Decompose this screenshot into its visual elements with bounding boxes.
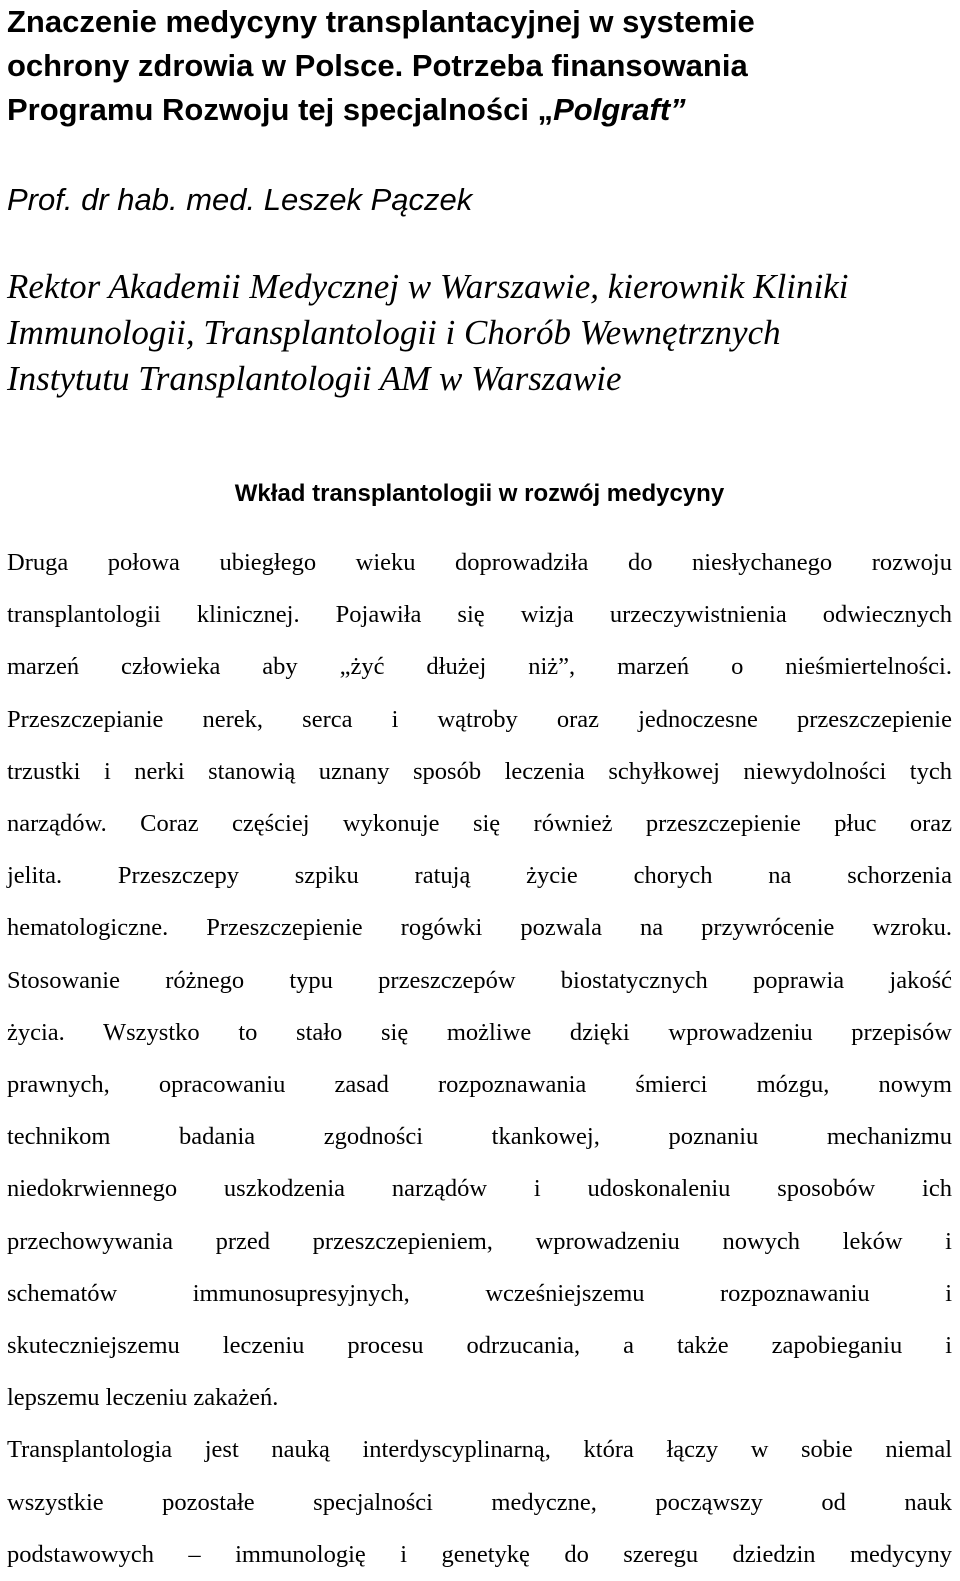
paragraph-line: Transplantologia jest nauką interdyscyplinarną, która łączy w sobie niemal [7,1436,952,1464]
paragraph-line: jelita. Przeszczepy szpiku ratują życie chorych na schorzenia [7,862,952,890]
paragraph-line: schematów immunosupresyjnych, wcześniejszemu rozpoznawaniu i [7,1279,952,1307]
paragraph-line: Stosowanie różnego typu przeszczepów biostatycznych poprawia jakość [7,966,952,994]
document-title [7,0,952,132]
paragraph-line: transplantologii klinicznej. Pojawiła się wizja urzeczywistnienia odwiecznych [7,601,952,629]
paragraph-line: życia. Wszystko to stało się możliwe dzięki wprowadzeniu przepisów [7,1018,952,1046]
title-line-3-prefix: Programu Rozwoju tej specjalności „ [7,92,554,127]
paragraph-line: technikom badania zgodności tkankowej, poznaniu mechanizmu [7,1123,952,1151]
title-line-3-program-name: Polgraft” [553,92,686,127]
paragraph-line: wszystkie pozostałe specjalności medyczne, począwszy od nauk [7,1488,952,1516]
paragraph-line: trzustki i nerki stanowią uznany sposób leczenia schyłkowej niewydolności tych [7,757,952,785]
section-heading: Wkład transplantologii w rozwój medycyny [234,480,725,507]
affiliation-line-2: Immunologii, Transplantologii i Chorób Wewnętrznych [7,313,781,352]
paragraph-line: marzeń człowieka aby „żyć dłużej niż”, marzeń o nieśmiertelności. [7,653,952,681]
paragraph-line: Przeszczepianie nerek, serca i wątroby oraz jednoczesne przeszczepienie [7,705,952,733]
paragraph-line: Druga połowa ubiegłego wieku doprowadziła do niesłychanego rozwoju [7,549,952,576]
paragraph-line: lepszemu leczeniu zakażeń. [7,1384,279,1412]
paragraph-line: podstawowych – immunologię i genetykę do szeregu dziedzin medycyny [7,1540,952,1568]
author-affiliation [7,264,952,402]
title-line-1: Znaczenie medycyny transplantacyjnej w systemie [7,4,755,39]
paragraph-line: niedokrwiennego uszkodzenia narządów i udoskonaleniu sposobów ich [7,1175,952,1203]
paragraph-2 [7,1424,952,1581]
author-name: Prof. dr hab. med. Leszek Pączek [7,182,473,217]
paragraph-line: prawnych, opracowaniu zasad rozpoznawania śmierci mózgu, nowym [7,1071,952,1099]
affiliation-line-3: Instytutu Transplantologii AM w Warszawie [7,359,622,398]
title-line-2: ochrony zdrowia w Polsce. Potrzeba finansowania [7,48,748,83]
affiliation-line-1: Rektor Akademii Medycznej w Warszawie, kierownik Kliniki [7,267,849,306]
paragraph-line: narządów. Coraz częściej wykonuje się również przeszczepienie płuc oraz [7,810,952,838]
paragraph-line: przechowywania przed przeszczepieniem, wprowadzeniu nowych leków i [7,1227,952,1255]
paragraph-1 [7,537,952,1424]
paragraph-line: hematologiczne. Przeszczepienie rogówki pozwala na przywrócenie wzroku. [7,914,952,942]
paragraph-line: skuteczniejszemu leczeniu procesu odrzucania, a także zapobieganiu i [7,1332,952,1360]
